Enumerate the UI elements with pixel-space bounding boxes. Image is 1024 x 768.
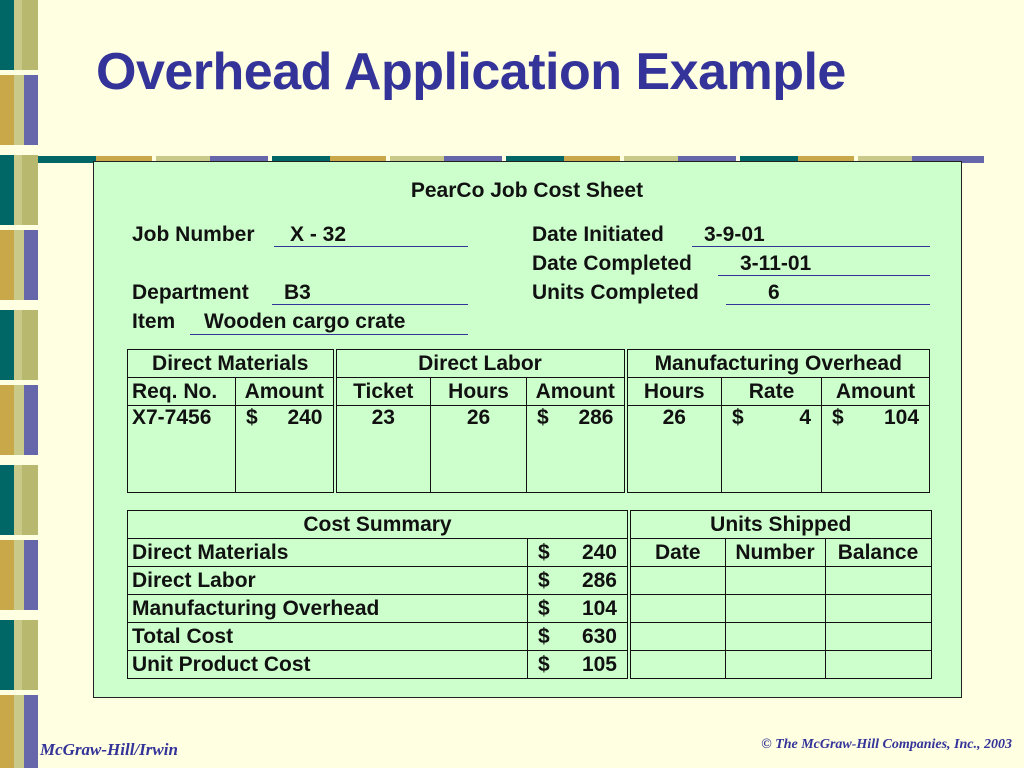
- empty-cell: [629, 623, 725, 651]
- summary-label: Direct Labor: [128, 567, 528, 595]
- moh-rate-value: 4: [799, 406, 811, 429]
- summary-value: 240: [581, 540, 617, 564]
- summary-amount: [528, 539, 628, 567]
- left-decorative-bar: [0, 0, 38, 768]
- summary-label: Direct Materials: [128, 539, 528, 567]
- empty-cell: [629, 595, 725, 623]
- dl-amount-cell: [527, 406, 626, 493]
- date-initiated-underline: [692, 246, 930, 247]
- summary-label: Unit Product Cost: [128, 651, 528, 679]
- manufacturing-overhead-group-header: Manufacturing Overhead: [626, 350, 930, 378]
- summary-value: 105: [581, 652, 617, 676]
- dl-hours-header: Hours: [431, 378, 527, 406]
- moh-rate-symbol: $: [732, 406, 744, 429]
- dl-amount-symbol: $: [537, 406, 549, 429]
- empty-cell: [725, 651, 825, 679]
- empty-cell: [629, 567, 725, 595]
- footer-publisher: McGraw-Hill/Irwin: [40, 740, 178, 759]
- direct-materials-group-header: Direct Materials: [128, 350, 335, 378]
- job-number-label: Job Number: [132, 223, 255, 246]
- units-shipped-header-row: [629, 539, 931, 567]
- moh-amount-value: 104: [883, 406, 920, 429]
- units-shipped-empty-row: [629, 651, 931, 679]
- cost-summary-title: Cost Summary: [128, 511, 628, 539]
- costs-data-row: [128, 406, 930, 493]
- cost-summary-table: [127, 510, 628, 679]
- summary-amount-highlight: [528, 623, 628, 651]
- units-completed-underline: [726, 304, 930, 305]
- dm-amount-cell: [236, 406, 335, 493]
- units-completed-label: Units Completed: [532, 281, 699, 304]
- units-shipped-title: Units Shipped: [629, 511, 931, 539]
- empty-cell: [825, 567, 931, 595]
- dl-hours-cell: 26: [431, 406, 527, 493]
- summary-amount: [528, 567, 628, 595]
- job-number-underline: [274, 246, 468, 247]
- units-shipped-empty-row: [629, 567, 931, 595]
- date-completed-label: Date Completed: [532, 252, 692, 275]
- slide-title: Overhead Application Example: [96, 43, 846, 101]
- costs-table: [127, 349, 930, 493]
- dm-amount-value: 240: [287, 406, 323, 429]
- summary-symbol: $: [538, 540, 550, 564]
- summary-symbol: $: [538, 624, 550, 648]
- department-value: B3: [284, 281, 311, 304]
- units-shipped-empty-row: [629, 595, 931, 623]
- empty-cell: [629, 651, 725, 679]
- department-label: Department: [132, 281, 249, 304]
- summary-row-unit-product-cost: [128, 651, 628, 679]
- summary-row-manufacturing-overhead: [128, 595, 628, 623]
- date-completed-underline: [718, 275, 930, 276]
- summary-amount-highlight: [528, 651, 628, 679]
- summary-label: Manufacturing Overhead: [128, 595, 528, 623]
- ticket-cell: 23: [335, 406, 431, 493]
- shipped-date-header: Date: [629, 539, 725, 567]
- job-number-value: X - 32: [290, 223, 347, 246]
- dl-amount-value: 286: [578, 406, 614, 429]
- summary-symbol: $: [538, 652, 550, 676]
- units-completed-value: 6: [768, 281, 780, 304]
- shipped-balance-header: Balance: [825, 539, 931, 567]
- moh-rate-header: Rate: [722, 378, 822, 406]
- dl-amount-header: Amount: [527, 378, 626, 406]
- summary-value: 630: [581, 624, 617, 648]
- footer-copyright: © The McGraw-Hill Companies, Inc., 2003: [761, 737, 1012, 752]
- moh-rate-cell: [722, 406, 822, 493]
- costs-group-header-row: [128, 350, 930, 378]
- sheet-title: PearCo Job Cost Sheet: [410, 179, 644, 202]
- item-label: Item: [132, 310, 176, 333]
- units-shipped-table: [627, 510, 932, 679]
- item-underline: [190, 334, 468, 335]
- moh-amount-header: Amount: [822, 378, 930, 406]
- moh-amount-cell: [822, 406, 930, 493]
- empty-cell: [825, 623, 931, 651]
- units-shipped-empty-row: [629, 623, 931, 651]
- summary-row-total-cost: [128, 623, 628, 651]
- empty-cell: [825, 651, 931, 679]
- req-no-cell: X7-7456: [128, 406, 236, 493]
- moh-hours-header: Hours: [626, 378, 722, 406]
- date-initiated-label: Date Initiated: [532, 223, 664, 246]
- department-underline: [272, 304, 468, 305]
- summary-row-direct-labor: [128, 567, 628, 595]
- summary-label: Total Cost: [128, 623, 528, 651]
- direct-labor-group-header: Direct Labor: [335, 350, 626, 378]
- moh-amount-symbol: $: [832, 406, 844, 429]
- dm-amount-symbol: $: [246, 406, 258, 429]
- empty-cell: [725, 623, 825, 651]
- dm-amount-header: Amount: [236, 378, 335, 406]
- summary-value: 104: [581, 596, 617, 620]
- item-value: Wooden cargo crate: [204, 310, 406, 333]
- summary-amount: [528, 595, 628, 623]
- req-no-header: Req. No.: [128, 378, 236, 406]
- summary-value: 286: [581, 568, 617, 592]
- date-initiated-value: 3-9-01: [704, 223, 765, 246]
- summary-row-direct-materials: [128, 539, 628, 567]
- costs-column-header-row: [128, 378, 930, 406]
- job-cost-sheet: [93, 161, 962, 698]
- shipped-number-header: Number: [725, 539, 825, 567]
- summary-symbol: $: [538, 596, 550, 620]
- summary-symbol: $: [538, 568, 550, 592]
- empty-cell: [725, 567, 825, 595]
- moh-hours-cell: 26: [626, 406, 722, 493]
- empty-cell: [825, 595, 931, 623]
- date-completed-value: 3-11-01: [740, 252, 812, 275]
- ticket-header: Ticket: [335, 378, 431, 406]
- empty-cell: [725, 595, 825, 623]
